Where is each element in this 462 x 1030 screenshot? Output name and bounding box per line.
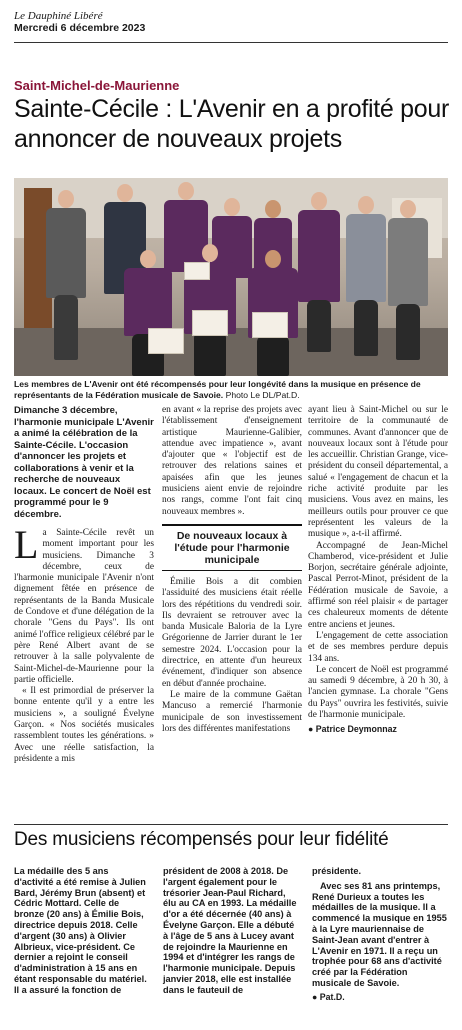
certificate — [252, 312, 288, 338]
article-paragraph: « Il est primordial de préserver la bonne entente qu'il y a entre les musiciens », a souligné Évelyne Garçon. « Nos sociétés musicales rassemblent toutes les générations. » Avec une réelle satisfaction, la présidente a mis — [14, 686, 154, 764]
article-signature: ● Patrice Deymonnaz — [308, 724, 397, 735]
article-kicker: Saint-Michel-de-Maurienne — [14, 78, 180, 93]
article-column-1 — [14, 405, 154, 765]
photo-caption — [14, 379, 450, 400]
article-lead: Dimanche 3 décembre, l'harmonie municipale L'Avenir a animé la célébration de la Sainte-Cécile. L'occasion d'annoncer les projets et collaborations à venir et la recherche de nouveaux locaux. Le concert de Noël est programmé pour le 9 décembre. — [14, 405, 154, 520]
person — [124, 250, 172, 376]
masthead-rule — [14, 42, 448, 43]
article-paragraph: La Sainte-Cécile revêt un moment important pour les musiciens. Dimanche 3 décembre, ceux de l'harmonie municipale l'Avenir n'ont dignement fêtée en présence de représentants de la Banda Musicale de Condove et d'une délégation de la chorale "Gens du Pays". Ils ont animé l'office religieux célébré par le père René Albert avant de se retrouver à la salle polyvalente de Saint-Michel-de-Maurienne pour la partie officielle. — [14, 522, 154, 685]
article-column-2 — [162, 405, 302, 735]
sidebar-column-3 — [312, 866, 448, 1003]
inset-box — [162, 524, 302, 571]
group-photo — [14, 178, 448, 376]
sidebar-headline: Des musiciens récompensés pour leur fidélité — [14, 829, 389, 850]
article-paragraph: Émilie Bois a dit combien l'assiduité des musiciens était réelle lors des répétitions du vendredi soir. Ils devraient se retrouver avec la banda Musicale Baloria de la Lyre Grégorienne de Jarrier durant le 1er semestre 2024. L'occasion pour la directrice, en attente d'un heureux événement, d'indiquer son absence en début d'année prochaine. — [162, 576, 302, 689]
article-paragraph: Accompagné de Jean-Michel Chamberod, vice-président et Julie Borjon, secrétaire générale adjointe, Pascal Perrot-Minot, président de la Fédération musicale de Savoie, a affirmé son réel plaisir « de partager ces chaleureux moments de détente entre anciens et jeunes. — [308, 540, 448, 630]
article-paragraph: L'engagement de cette association et de ses membres perdure depuis 134 ans. — [308, 630, 448, 664]
certificate — [184, 262, 210, 280]
article-paragraph: en avant « la reprise des projets avec l'établissement d'enseignement artistique Maurienne-Galibier, attendue avec impatience », avant d'ajouter que « l'objectif est de retrouver des relations saines et apaisées afin que les jeunes musiciens aient envie de rejoindre nos rangs, comme l'ont fait cinq nouveaux membres ». — [162, 405, 302, 517]
photo-credit: Photo Le DL/Pat.D. — [225, 389, 300, 400]
sidebar-paragraph: Avec ses 81 ans printemps, René Durieux a toutes les médailles de la musique. Il a commencé la musique en 1955 à la Lyre mauriennaise de Saint-Jean avant d'entrer à L'Avenir en 1971. Il a reçu un trophée pour 68 ans d'activité créé par la Fédération musicale de Savoie. — [312, 880, 447, 988]
certificate — [192, 310, 228, 336]
article-paragraph: Le maire de la commune Gaëtan Mancuso a remercié l'harmonie municipale de son investissement lors des différentes manifestations — [162, 689, 302, 734]
sidebar-column-2 — [163, 866, 298, 996]
article-headline: Sainte-Cécile : L'Avenir en a profité pour annoncer de nouveaux projets — [14, 95, 450, 153]
certificate — [148, 328, 184, 354]
sidebar-column-1 — [14, 866, 149, 996]
newspaper-name: Le Dauphiné Libéré — [14, 10, 103, 22]
person — [46, 190, 86, 360]
person — [388, 200, 428, 360]
person — [346, 196, 386, 356]
publication-date: Mercredi 6 décembre 2023 — [14, 22, 146, 34]
photo-caption-text: Les membres de L'Avenir ont été récompensés pour leur longévité dans la musique en présence de représentants de la Fédération musicale de Savoie. — [14, 379, 421, 400]
article-paragraph: Le concert de Noël est programmé au samedi 9 décembre, à 20 h 30, à l'ancien gymnase. La chorale "Gens du Pays" ouvrira les festivités, suivie de l'harmonie municipale. — [308, 664, 448, 721]
sidebar-paragraph: président de 2008 à 2018. De l'argent également pour le trésorier Jean-Paul Richard, élu au CA en 1993. La médaille d'or a été décernée (40 ans) à Évelyne Garçon. Elle a débuté à l'âge de 5 ans à Lucey avant de rejoindre la Maurienne en 1994 et d'intégrer les rangs de l'harmonie municipale. Depuis janvier 2018, elle est installée dans le fauteuil de — [163, 866, 297, 995]
drop-cap: L — [14, 522, 39, 567]
sidebar-signature: ● Pat.D. — [312, 991, 345, 1002]
sidebar-rule — [14, 824, 448, 825]
article-paragraph: ayant lieu à Saint-Michel ou sur le territoire de la communauté de communes. Avant d'annoncer que de nouveaux locaux sont à l'étude pour les accueillir. Christian Grange, vice-président du conseil départemental, a salué « l'engagement de chacun et la riche activité produite par les musiciens. Vous avez en mains, les meilleurs outils pour prouver ce que représentent les valeurs de la musique », a-t-il affirmé. — [308, 405, 448, 540]
sidebar-paragraph: présidente. — [312, 866, 362, 876]
sidebar-paragraph: La médaille des 5 ans d'activité a été remise à Julien Bard, Jérémy Brun (absent) et Cédric Mottard. Celle de bronze (20 ans) à Émilie Bois, directrice depuis 2018. Celle d'argent (30 ans) à Olivier Albrieux, vice-président. Ce dernier a rejoint le conseil d'administration à 15 ans en étant responsable du matériel. Il a assuré la fonction de — [14, 866, 147, 995]
masthead — [14, 10, 448, 35]
person — [298, 192, 340, 352]
inset-title: De nouveaux locaux à l'étude pour l'harmonie municipale — [174, 529, 290, 566]
article-column-3 — [308, 405, 448, 736]
